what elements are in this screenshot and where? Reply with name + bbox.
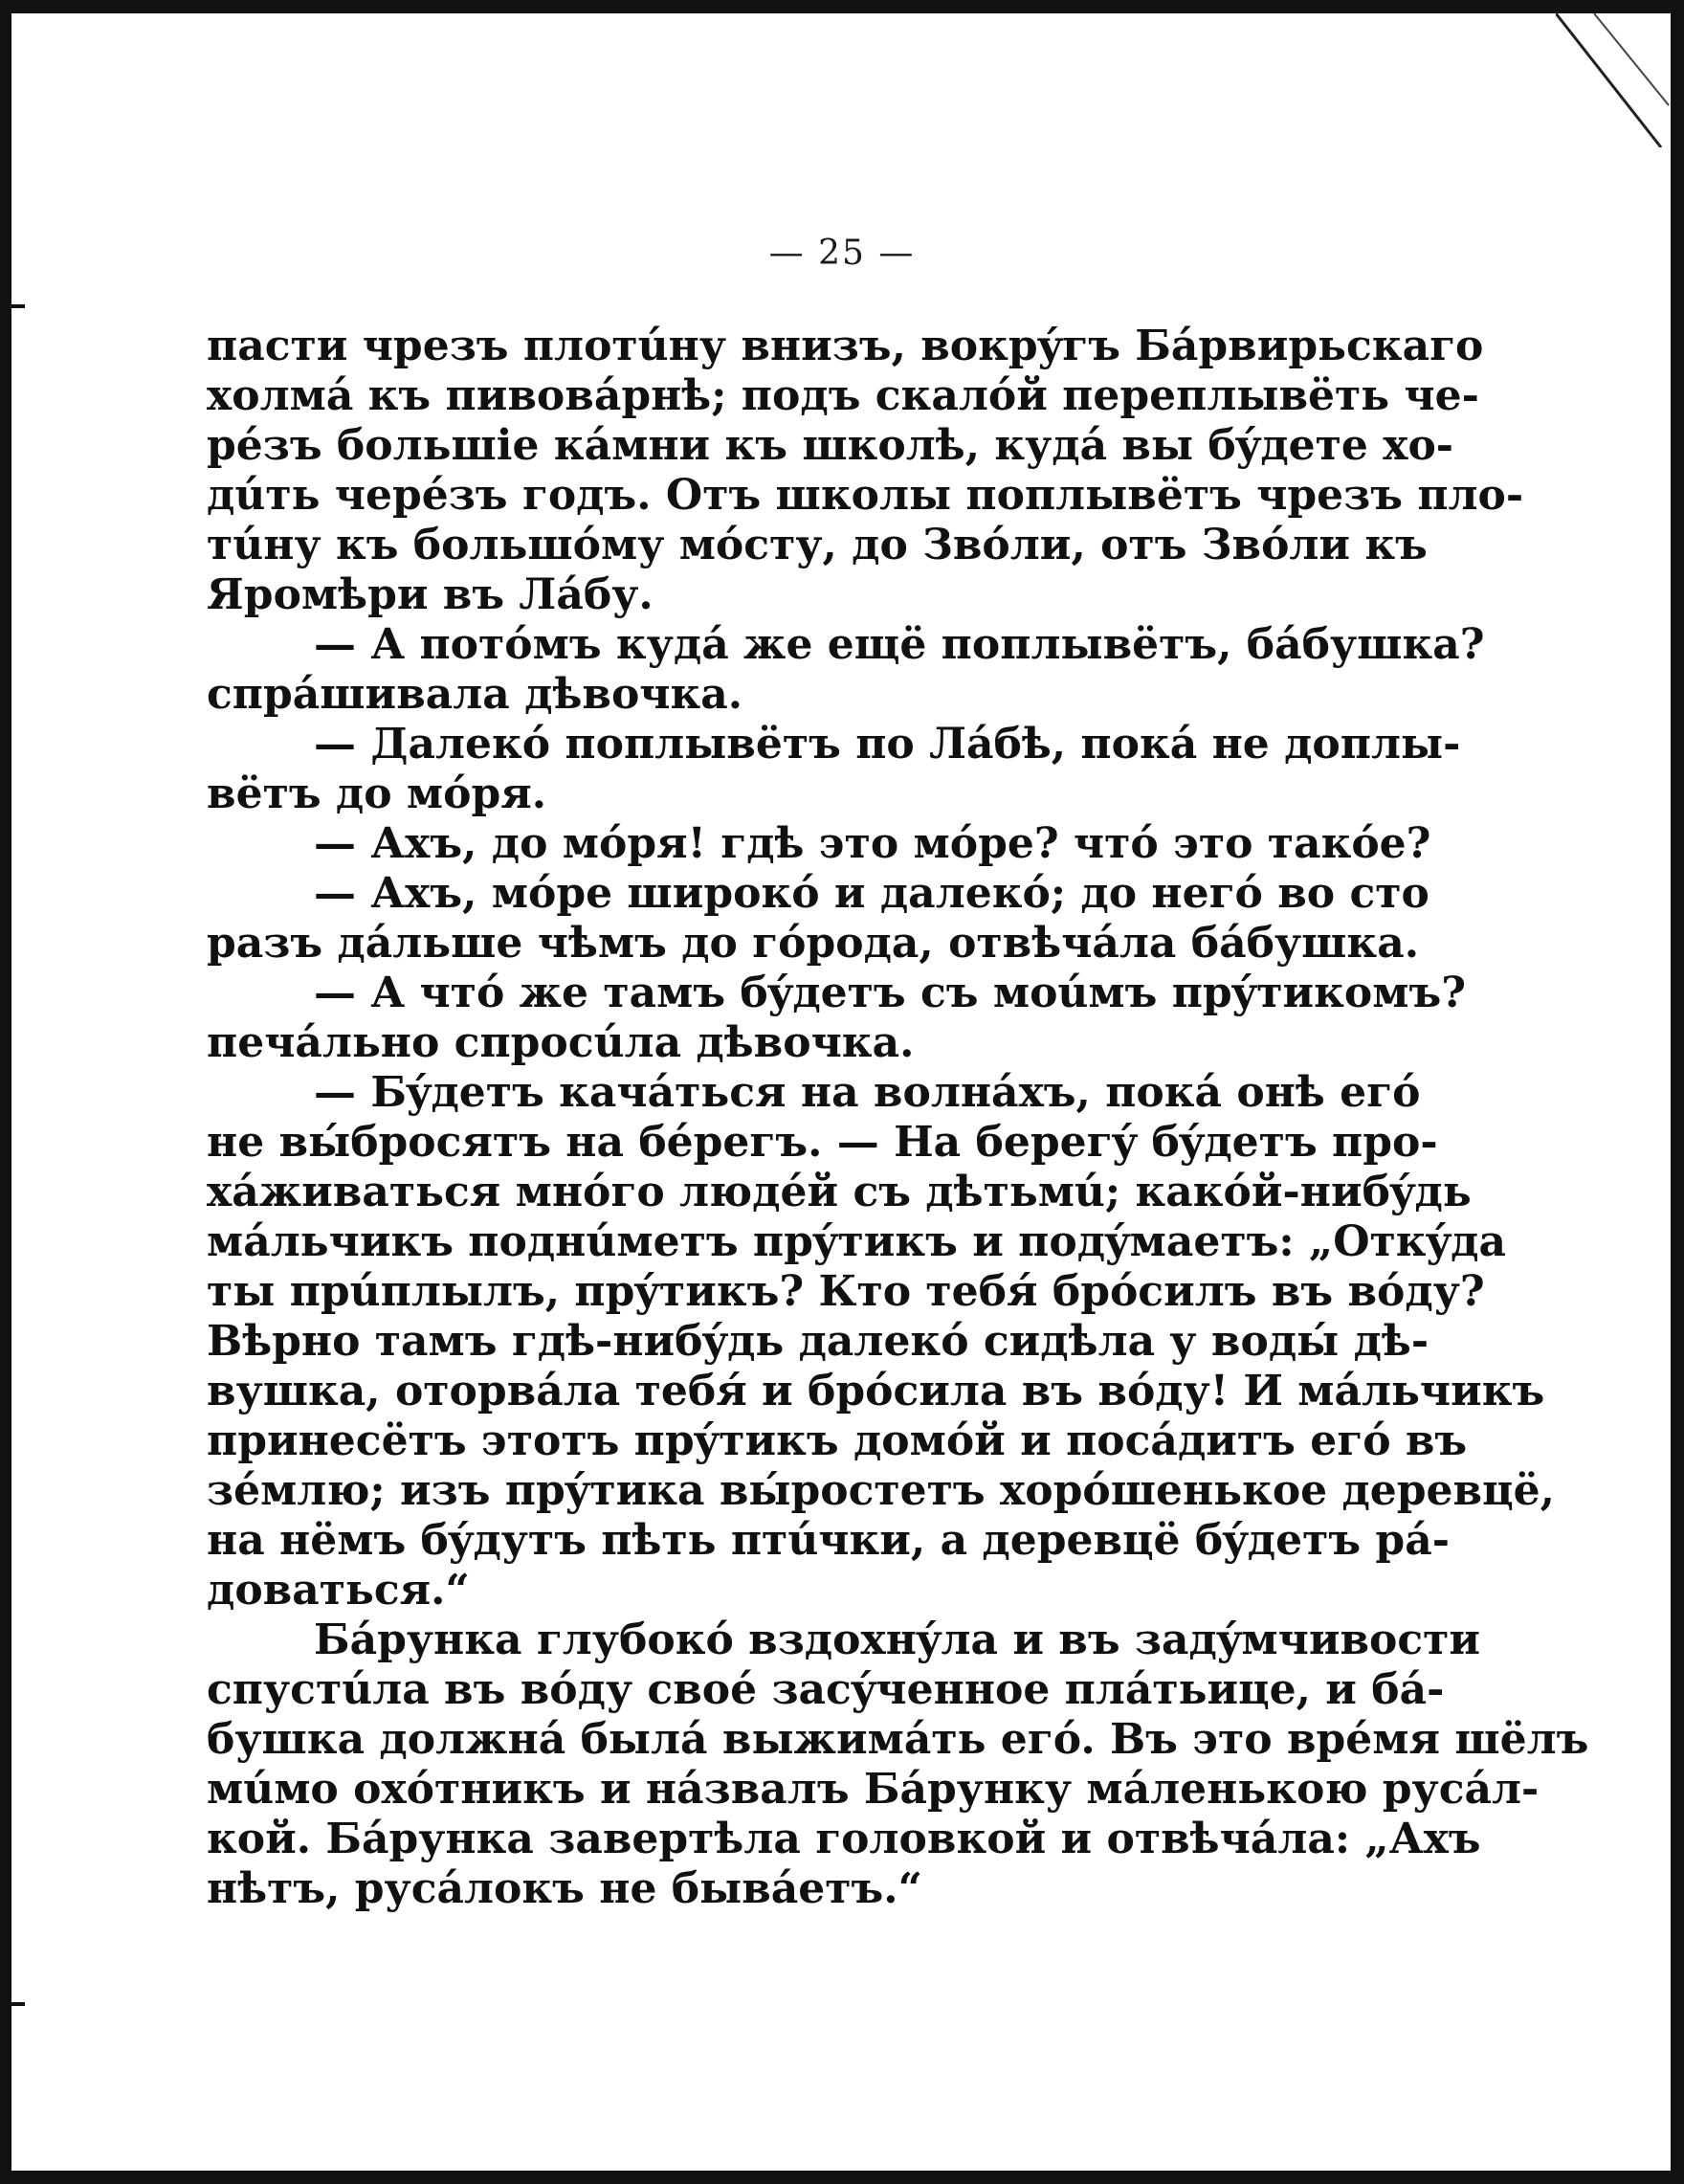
body-text xyxy=(207,322,1589,1914)
paragraph xyxy=(207,969,1467,1068)
text-line: печáльно спросúла дѣвочка. xyxy=(207,1018,915,1067)
paragraph xyxy=(207,869,1429,969)
paragraph xyxy=(207,720,1461,819)
text-line: Вѣрно тамъ гдѣ-нибýдь далекó сидѣла у воды́ дѣ- xyxy=(207,1317,1429,1366)
text-line: вётъ до мóря. xyxy=(207,769,547,818)
text-line: зéмлю; изъ прýтика вы́ростетъ хорóшенькое деревцё, xyxy=(207,1466,1555,1515)
text-line: на нёмъ бýдутъ пѣть птúчки, а деревцё бýдетъ рá- xyxy=(207,1516,1450,1565)
page-number: — 25 — xyxy=(768,234,916,273)
text-line: — Ахъ, мóре широкó и далекó; до негó во сто xyxy=(314,869,1429,918)
text-line: дúть черéзъ годъ. Отъ школы поплывётъ чрезъ пло- xyxy=(207,471,1524,520)
text-line: рéзъ большіе кáмни къ школѣ, кудá вы бýдете хо- xyxy=(207,421,1454,470)
paragraph xyxy=(207,1068,1555,1616)
text-line: ты прúплылъ, прýтикъ? Кто тебя́ брóсилъ въ вóду? xyxy=(207,1267,1485,1316)
text-line: — А чтó же тамъ бýдетъ съ моúмъ прýтикомъ? xyxy=(314,969,1467,1017)
text-line: спустúла въ вóду своé засýченное плáтьице, и бá- xyxy=(207,1665,1445,1714)
page-corner-fold xyxy=(1556,13,1671,147)
text-line: — А потóмъ кудá же ещё поплывётъ, бáбушка? xyxy=(314,620,1485,669)
text-line: мúмо охóтникъ и нáзвалъ Бáрунку мáленькою русáл- xyxy=(207,1765,1540,1814)
paragraph xyxy=(207,1616,1589,1914)
text-line: — Бýдетъ качáться на волнáхъ, покá онѣ егó xyxy=(314,1068,1421,1117)
text-line: принесётъ этотъ прýтикъ домóй и посáдитъ егó въ xyxy=(207,1416,1468,1465)
paragraph xyxy=(207,322,1524,620)
text-line: нѣтъ, русáлокъ не бывáетъ.“ xyxy=(207,1864,922,1913)
text-line: мáльчикъ поднúметъ прýтикъ и подýмаетъ: „Откýда xyxy=(207,1217,1506,1266)
paragraph xyxy=(207,620,1485,720)
text-line: Бáрунка глубокó вздохнýла и въ задýмчивости xyxy=(314,1616,1481,1664)
text-line: Яромѣри въ Лáбу. xyxy=(207,570,654,619)
text-line: спрáшивала дѣвочка. xyxy=(207,670,743,719)
text-line: пасти чрезъ плотúну внизъ, вокрýгъ Бáрвирьскаго xyxy=(207,322,1484,370)
text-line: хáживаться мнóго людéй съ дѣтьмú; какóй-нибýдь xyxy=(207,1168,1472,1216)
text-line: — Далекó поплывётъ по Лáбѣ, покá не доплы- xyxy=(314,720,1461,769)
text-line: доваться.“ xyxy=(207,1566,470,1615)
edge-mark xyxy=(11,2002,25,2006)
paragraph xyxy=(207,819,1431,869)
text-line: кой. Бáрунка завертѣла головкой и отвѣчáла: „Ахъ xyxy=(207,1815,1481,1863)
text-line: разъ дáльше чѣмъ до гóрода, отвѣчáла бáбушка. xyxy=(207,919,1420,968)
text-line: — Ахъ, до мóря! гдѣ это мóре? чтó это такóе? xyxy=(314,819,1431,868)
text-line: холмá къ пивовáрнѣ; подъ скалóй переплывёть че- xyxy=(207,371,1479,420)
text-line: не вы́бросятъ на бéрегъ. — На берегý бýдетъ про- xyxy=(207,1118,1438,1167)
edge-mark xyxy=(11,304,25,308)
text-line: вушка, оторвáла тебя́ и брóсила въ вóду! И мáльчикъ xyxy=(207,1367,1545,1415)
text-line: бушка должнá былá выжимáть егó. Въ это врéмя шёлъ xyxy=(207,1715,1589,1764)
text-line: тúну къ большóму мóсту, до Звóли, отъ Звóли къ xyxy=(207,521,1428,569)
